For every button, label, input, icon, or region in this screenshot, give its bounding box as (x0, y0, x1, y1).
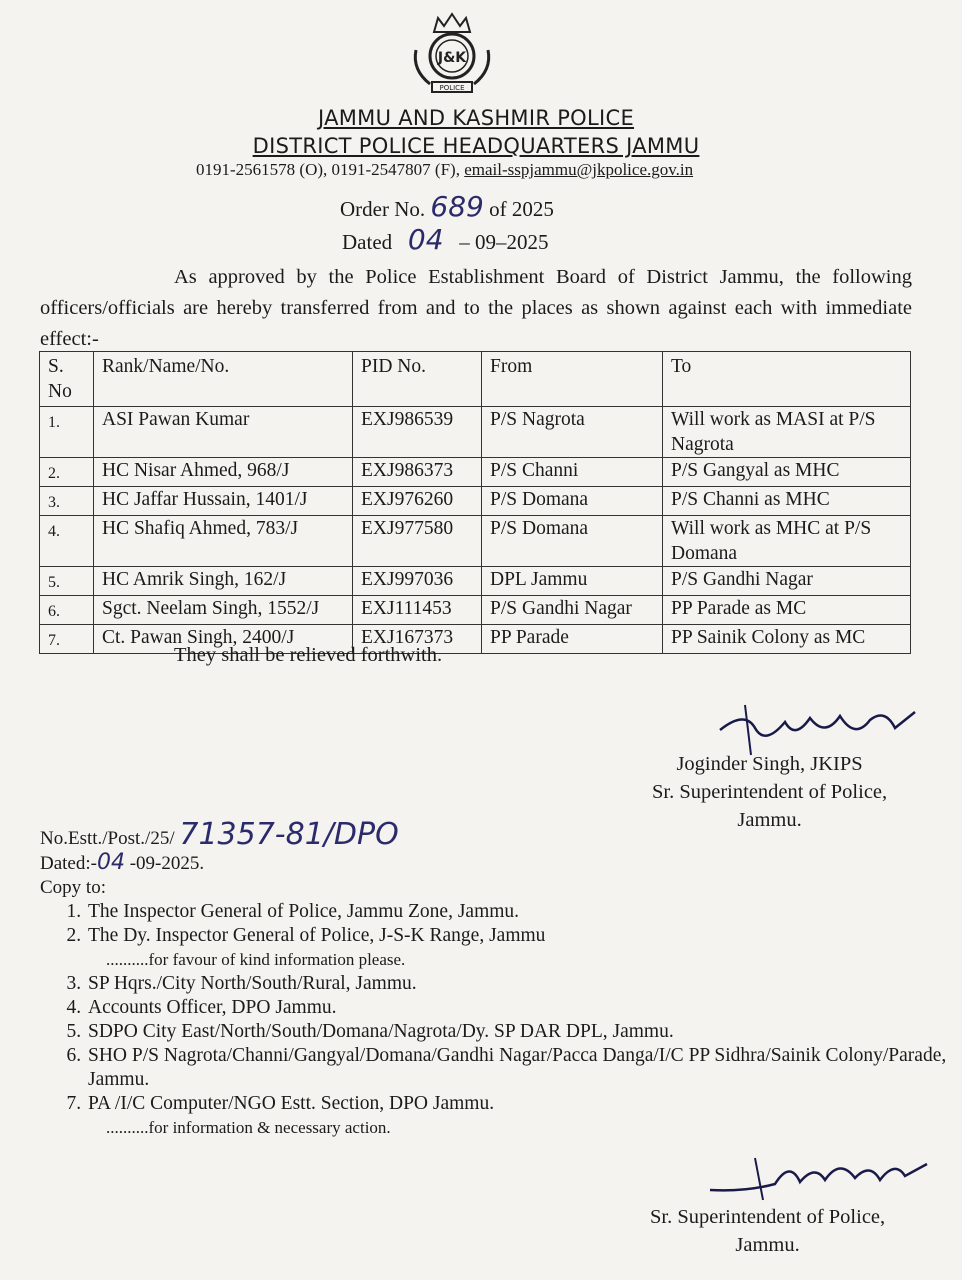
cell-from: DPL Jammu (482, 567, 663, 596)
cell-pid: EXJ997036 (353, 567, 482, 596)
cell-from: P/S Domana (482, 516, 663, 567)
order-label: Order No. (340, 197, 426, 221)
cell-sno: 5. (40, 567, 94, 596)
transfer-table (39, 351, 911, 654)
cell-from: PP Parade (482, 625, 663, 654)
cell-pid: EXJ977580 (353, 516, 482, 567)
header-org: JAMMU AND KASHMIR POLICE (317, 106, 635, 130)
cell-to: Will work as MASI at P/S Nagrota (663, 407, 911, 458)
header-sno: S. No (40, 352, 94, 407)
memo-date-line (40, 851, 399, 876)
cell-pid: EXJ986539 (353, 407, 482, 458)
list-item: 6. SHO P/S Nagrota/Channi/Gangyal/Domana/Gandhi Nagar/Pacca Danga/I/C PP Sidhra/Sainik Colony/Parade, Jammu. (86, 1044, 962, 1092)
cell-pid: EXJ111453 (353, 596, 482, 625)
cell-to: PP Sainik Colony as MC (663, 625, 911, 654)
jk-police-emblem (408, 10, 496, 100)
list-item: 4. Accounts Officer, DPO Jammu. (86, 996, 962, 1020)
header-pid: PID No. (353, 352, 482, 407)
cell-from: P/S Domana (482, 487, 663, 516)
cell-from: P/S Gandhi Nagar (482, 596, 663, 625)
header-office: DISTRICT POLICE HEADQUARTERS JAMMU (252, 134, 700, 158)
signatory-1-place: Jammu. (737, 809, 802, 831)
cell-to: P/S Gandhi Nagar (663, 567, 911, 596)
table-row (40, 567, 911, 596)
cell-name: HC Amrik Singh, 162/J (94, 567, 353, 596)
order-number-line (340, 190, 554, 223)
relieved-note: They shall be relieved forthwith. (174, 644, 443, 666)
cell-name: Ct. Pawan Singh, 2400/J (94, 625, 353, 654)
cell-pid: EXJ976260 (353, 487, 482, 516)
cell-name: HC Jaffar Hussain, 1401/J (94, 487, 353, 516)
cell-to: P/S Gangyal as MHC (663, 458, 911, 487)
cell-to: PP Parade as MC (663, 596, 911, 625)
copy-list (52, 900, 962, 1140)
memo-number-label: No.Estt./Post./25/ (40, 828, 175, 849)
cell-to: P/S Channi as MHC (663, 487, 911, 516)
cell-sno: 4. (40, 516, 94, 567)
memo-number-line (40, 817, 399, 852)
signatory-2-designation: Sr. Superintendent of Police, (650, 1206, 886, 1228)
order-number: 689 (430, 190, 484, 223)
signatory-1-name: Joginder Singh, JKIPS (676, 753, 863, 775)
memo-number: 71357-81/DPO (179, 817, 399, 852)
contact-email[interactable]: email-sspjammu@jkpolice.gov.in (464, 160, 694, 179)
cell-from: P/S Channi (482, 458, 663, 487)
signature-2 (705, 1150, 935, 1205)
cell-sno: 2. (40, 458, 94, 487)
contact-line (196, 160, 693, 180)
copy-note-2: ..........for information & necessary action. (106, 1118, 391, 1137)
copy-item-text: The Dy. Inspector General of Police, J-S-K Range, Jammu (88, 925, 546, 946)
table-row (40, 458, 911, 487)
intro-paragraph: As approved by the Police Establishment Board of District Jammu, the following officers/officials are hereby transferred from and to the places as shown against each with immediate effect:- (40, 266, 912, 350)
memo-date-day: 04 (96, 850, 125, 875)
table-row (40, 487, 911, 516)
header-to: To (663, 352, 911, 407)
cell-pid: EXJ986373 (353, 458, 482, 487)
order-date-line (342, 223, 549, 256)
table-row (40, 407, 911, 458)
order-year: of 2025 (489, 197, 554, 221)
dated-rest: – 09–2025 (459, 230, 549, 254)
contact-phones: 0191-2561578 (O), 0191-2547807 (F), (196, 160, 460, 179)
list-item (86, 1092, 962, 1140)
cell-sno: 7. (40, 625, 94, 654)
signatory-1-block (652, 750, 887, 834)
cell-sno: 6. (40, 596, 94, 625)
list-item (86, 924, 962, 972)
cell-sno: 1. (40, 407, 94, 458)
header-from: From (482, 352, 663, 407)
copy-note-1: ..........for favour of kind information please. (106, 950, 406, 969)
header-name: Rank/Name/No. (94, 352, 353, 407)
cell-name: Sgct. Neelam Singh, 1552/J (94, 596, 353, 625)
dated-day: 04 (407, 223, 444, 256)
table-header-row (40, 352, 911, 407)
svg-text:J&K: J&K (437, 50, 467, 66)
table-row (40, 516, 911, 567)
cell-to: Will work as MHC at P/S Domana (663, 516, 911, 567)
cell-name: ASI Pawan Kumar (94, 407, 353, 458)
signatory-1-designation: Sr. Superintendent of Police, (652, 781, 888, 803)
memo-date-label: Dated:- (40, 853, 97, 874)
copy-to-label: Copy to: (40, 877, 106, 898)
cell-pid: EXJ167373 (353, 625, 482, 654)
cell-from: P/S Nagrota (482, 407, 663, 458)
cell-name: HC Nisar Ahmed, 968/J (94, 458, 353, 487)
memo-date-rest: -09-2025. (129, 853, 205, 874)
list-item: 1. The Inspector General of Police, Jammu Zone, Jammu. (86, 900, 962, 924)
cell-sno: 3. (40, 487, 94, 516)
memo-block (40, 817, 399, 900)
list-item: 3. SP Hqrs./City North/South/Rural, Jammu. (86, 972, 962, 996)
table-row (40, 596, 911, 625)
signatory-2-block (650, 1203, 885, 1259)
copy-item-text: PA /I/C Computer/NGO Estt. Section, DPO Jammu. (88, 1093, 495, 1114)
dated-label: Dated (342, 230, 393, 254)
list-item: 5. SDPO City East/North/South/Domana/Nagrota/Dy. SP DAR DPL, Jammu. (86, 1020, 962, 1044)
cell-name: HC Shafiq Ahmed, 783/J (94, 516, 353, 567)
table-row (40, 625, 911, 654)
signatory-2-place: Jammu. (735, 1234, 800, 1256)
svg-text:POLICE: POLICE (439, 84, 465, 92)
